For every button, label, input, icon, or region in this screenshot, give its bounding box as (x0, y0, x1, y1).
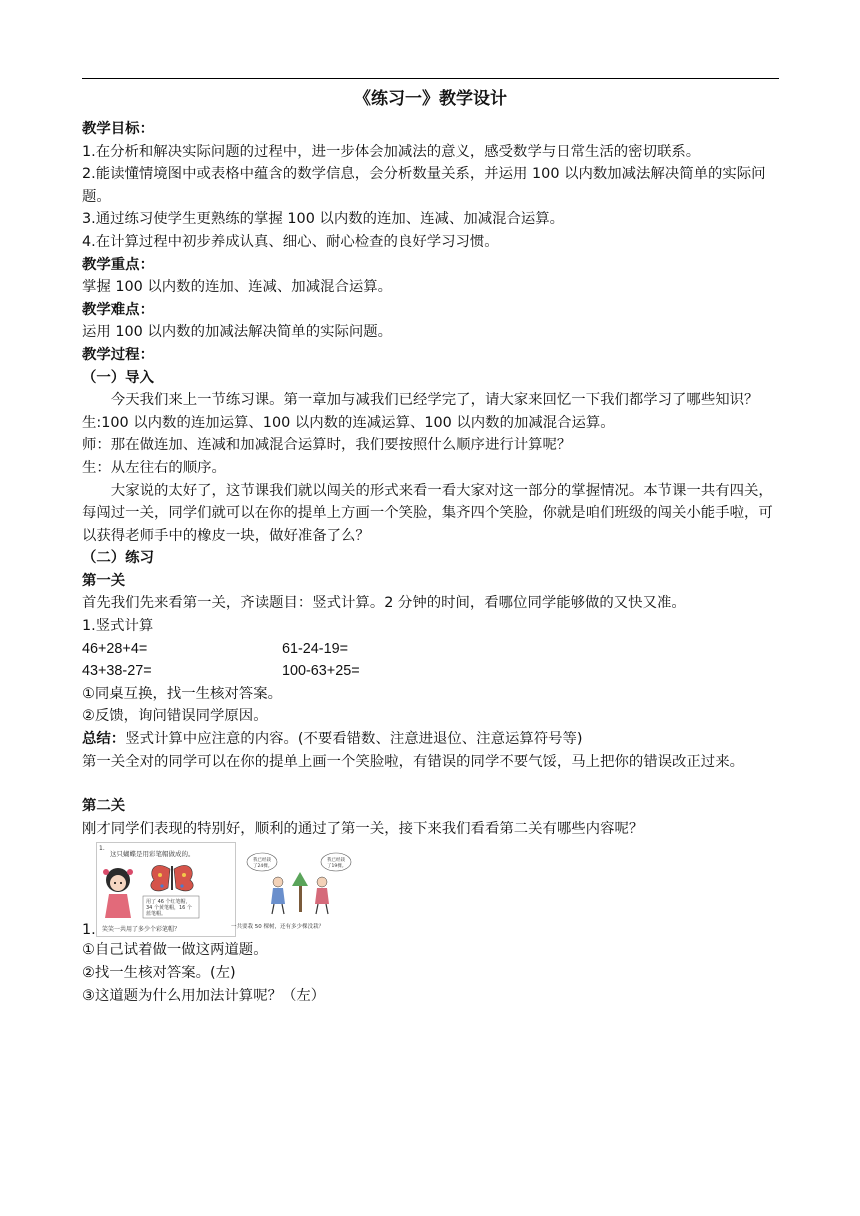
practice-heading: （二）练习 (82, 550, 154, 567)
teacher-question: 师：那在做连加、连减和加减混合运算时，我们要按照什么顺序进行计算呢？ (82, 437, 572, 454)
fig2-bubble-line: 了19棵。 (327, 864, 347, 870)
intro-paragraph: 今天我们来上一节练习课。第一章加与减我们已经学完了，请大家来回忆一下我们都学习了哪些知识？ (110, 392, 759, 409)
document-page (82, 84, 779, 1007)
summary-label: 总结： (82, 731, 126, 748)
level1-step: ②反馈，询问错误同学原因。 (82, 708, 268, 725)
goal-item: 4.在计算过程中初步养成认真、细心、耐心检查的良好学习习惯。 (82, 233, 499, 250)
calc-expression: 61-24-19= (282, 640, 349, 657)
fig1-number: 1. (99, 845, 105, 853)
fig2-bubble-line: 了24棵。 (253, 864, 273, 870)
level2-heading: 第二关 (82, 798, 126, 815)
intro-paragraph-2: 大家说的太好了，这节课我们就以闯关的形式来看一看大家对这一部分的掌握情况。本节课一共有四关，每闯过一关，同学们就可以在你的提单上方画一个笑脸，集齐四个笑脸，你就是咱们班级的闯关小能手啦，可以获得老师手中的橡皮一块，做好准备了么？ (82, 482, 773, 544)
girl-planting-icon (315, 877, 329, 914)
exercise-figure-row (82, 842, 779, 939)
calc-row (82, 660, 779, 683)
level2-step: ①自己试着做一做这两道题。 (82, 942, 268, 959)
fig1-question: 笑笑一共用了多少个彩笔帽？ (102, 926, 181, 934)
calc-expression: 43+38-27= (82, 663, 152, 680)
level1-task: 1.竖式计算 (82, 618, 154, 635)
butterfly-icon (151, 866, 193, 892)
difficulty-heading: 教学难点： (82, 301, 154, 318)
calc-row (82, 638, 779, 661)
doc-title: 《练习一》教学设计 (354, 89, 507, 109)
level1-intro: 首先我们先来看第一关，齐读题目：竖式计算。2 分钟的时间，看哪位同学能够做的又快又准。 (82, 595, 686, 612)
level1-closing: 第一关全对的同学可以在你的提单上画一个笑脸啦，有错误的同学不要气馁，马上把你的错误改正过来。 (82, 753, 744, 770)
level1-summary (82, 728, 779, 751)
fig1-caption: 这只蝴蝶是用彩笔帽做成的。 (110, 850, 195, 859)
level1-heading: 第一关 (82, 572, 126, 589)
fig2-bubble-line: 我已经栽 (253, 858, 271, 864)
level2-step: ②找一生核对答案。(左) (82, 965, 236, 981)
level1-step: ①同桌互换，找一生核对答案。 (82, 685, 282, 702)
intro-heading: （一）导入 (82, 369, 154, 386)
figure-number: 1. (82, 921, 96, 938)
summary-text: 竖式计算中应注意的内容。(不要看错数、注意进退位、注意运算符号等) (125, 731, 583, 748)
header-rule (82, 78, 779, 79)
goals-heading: 教学目标： (82, 121, 154, 137)
key-point-text: 掌握 100 以内数的连加、连减、加减混合运算。 (82, 279, 393, 296)
level2-step: ③这道题为什么用加法计算呢？（左） (82, 987, 326, 1004)
butterfly-exercise-figure (96, 842, 236, 937)
level2-intro: 刚才同学们表现的特别好，顺利的通过了第一关，接下来我们看看第二关有哪些内容呢？ (82, 820, 644, 837)
goal-item: 3.通过练习使学生更熟练的掌握 100 以内数的连加、连减、加减混合运算。 (82, 211, 565, 228)
difficulty-text: 运用 100 以内数的加减法解决简单的实际问题。 (82, 324, 393, 341)
tree-icon (292, 872, 308, 912)
student-answer: 生:100 以内数的连加运算、100 以内数的连减运算、100 以内数的加减混合运算。 (82, 414, 615, 431)
fig1-note-line: 用了 46 个红笔帽， (146, 899, 191, 906)
goal-item: 1.在分析和解决实际问题的过程中，进一步体会加减法的意义，感受数学与日常生活的密切联系。 (82, 143, 701, 160)
boy-planting-icon (271, 877, 285, 914)
fig2-question: 一共要栽 50 棵树，还有多少棵没栽？ (231, 924, 324, 931)
calc-expression: 46+28+4= (82, 640, 148, 657)
tree-planting-figure (228, 842, 368, 937)
fig1-note-line: 蓝笔帽。 (146, 911, 167, 918)
process-heading: 教学过程： (82, 346, 154, 363)
calc-expression: 100-63+25= (282, 663, 360, 680)
goal-item: 2.能读懂情境图中或表格中蕴含的数学信息，会分析数量关系，并运用 100 以内数加减法解决简单的实际问题。 (82, 166, 766, 205)
key-point-heading: 教学重点： (82, 256, 154, 273)
fig2-bubble-line: 我已经栽 (327, 858, 345, 864)
fig1-note-line: 34 个黄笔帽，16 个 (146, 905, 192, 912)
student-answer: 生：从左往右的顺序。 (82, 459, 226, 476)
